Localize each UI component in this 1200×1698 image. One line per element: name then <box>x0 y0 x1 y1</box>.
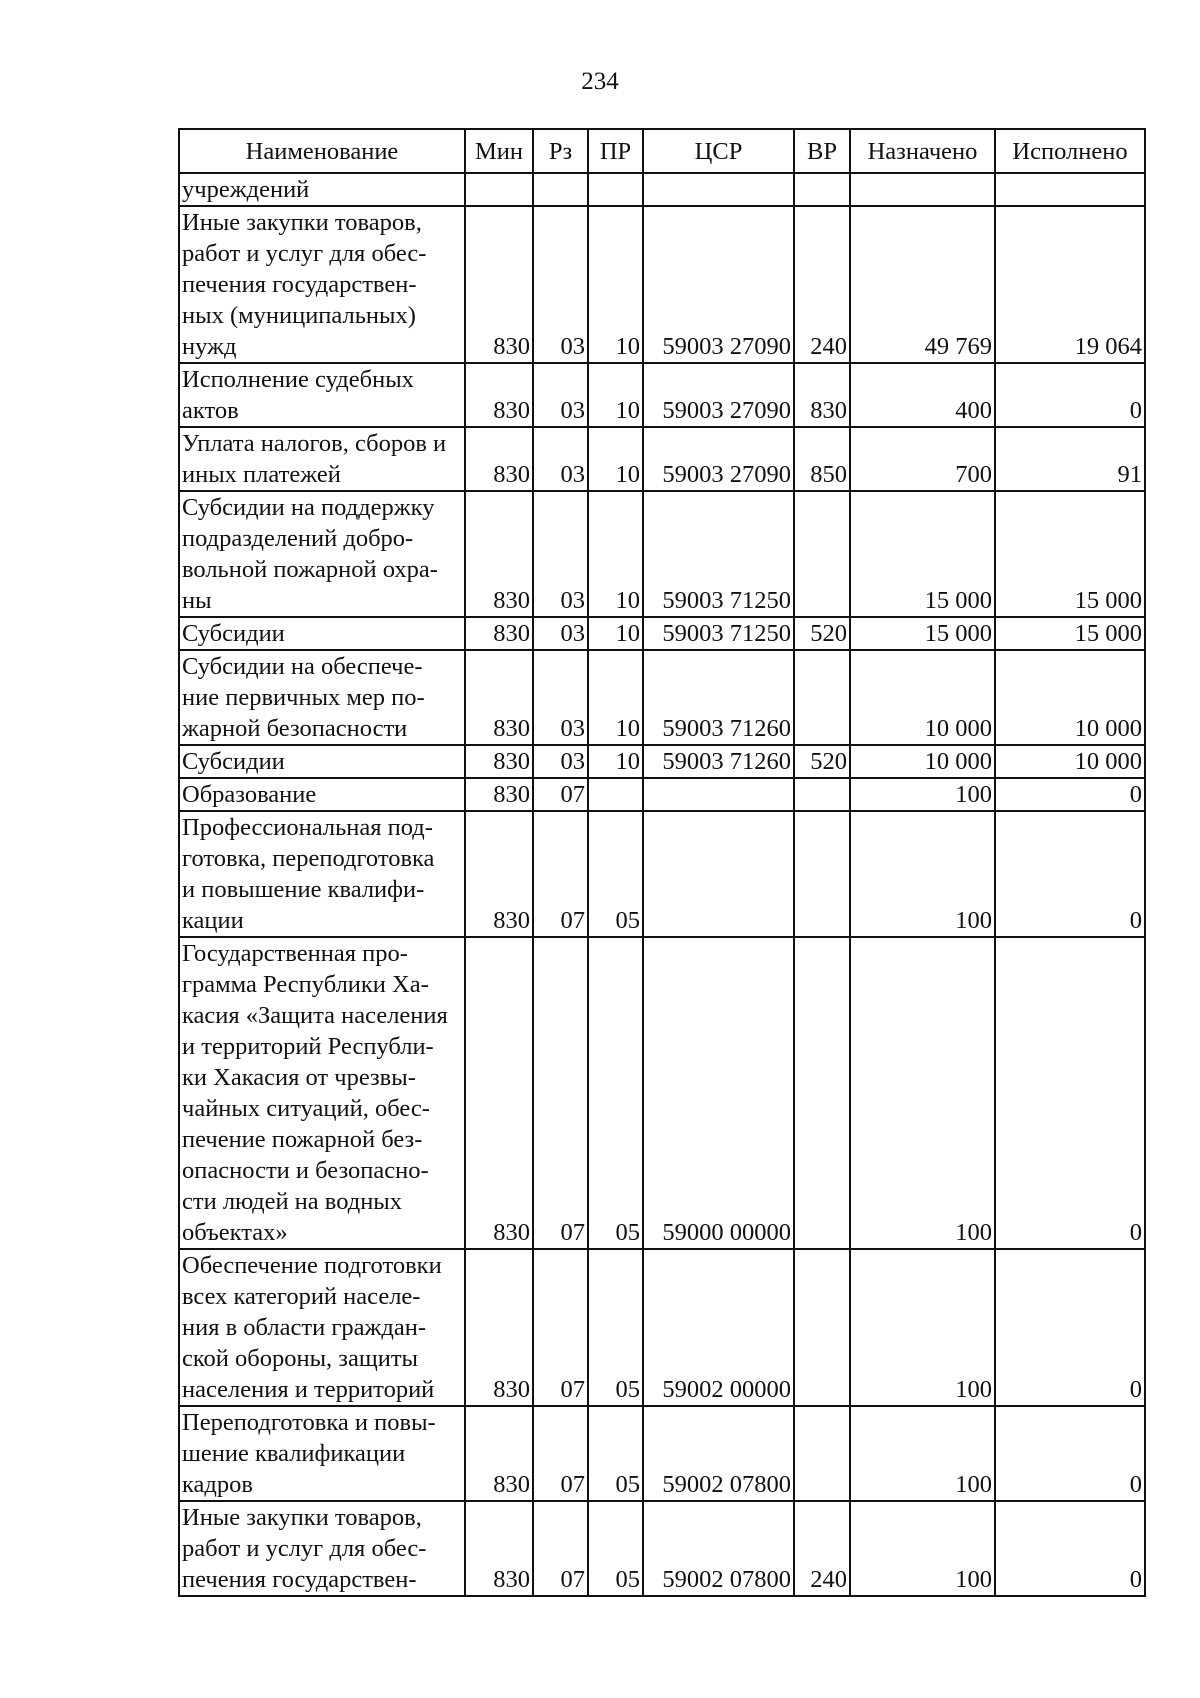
cell-name: Обеспечение подготовки всех категорий населе- ния в области граждан- ской обороны, защиты населения и территорий <box>179 1249 465 1406</box>
cell-assigned <box>850 173 995 206</box>
cell-executed: 10 000 <box>995 745 1145 778</box>
cell-min: 830 <box>465 778 533 811</box>
cell-vr: 240 <box>794 1501 850 1596</box>
cell-name: Профессиональная под- готовка, переподготовка и повышение квалифи- кации <box>179 811 465 937</box>
cell-rz: 03 <box>533 427 588 491</box>
cell-csr: 59002 00000 <box>643 1249 794 1406</box>
cell-csr: 59003 27090 <box>643 363 794 427</box>
budget-table <box>178 128 1146 1597</box>
cell-pr: 10 <box>588 650 643 745</box>
cell-csr <box>643 173 794 206</box>
header-vr: ВР <box>794 129 850 173</box>
cell-pr: 10 <box>588 206 643 363</box>
cell-executed <box>995 173 1145 206</box>
cell-rz: 07 <box>533 937 588 1249</box>
cell-executed: 15 000 <box>995 617 1145 650</box>
cell-csr <box>643 811 794 937</box>
cell-executed: 0 <box>995 1406 1145 1501</box>
header-assigned: Назначено <box>850 129 995 173</box>
cell-assigned: 15 000 <box>850 617 995 650</box>
cell-csr: 59003 27090 <box>643 427 794 491</box>
cell-vr <box>794 811 850 937</box>
cell-executed: 19 064 <box>995 206 1145 363</box>
cell-rz: 03 <box>533 745 588 778</box>
cell-min <box>465 173 533 206</box>
cell-name: учреждений <box>179 173 465 206</box>
cell-vr: 830 <box>794 363 850 427</box>
cell-vr <box>794 937 850 1249</box>
header-name: Наименование <box>179 129 465 173</box>
cell-assigned: 100 <box>850 1249 995 1406</box>
cell-executed: 10 000 <box>995 650 1145 745</box>
cell-vr <box>794 1249 850 1406</box>
cell-csr: 59003 27090 <box>643 206 794 363</box>
cell-pr: 10 <box>588 617 643 650</box>
cell-rz: 03 <box>533 206 588 363</box>
cell-min: 830 <box>465 1406 533 1501</box>
cell-executed: 0 <box>995 1249 1145 1406</box>
cell-name: Субсидии <box>179 745 465 778</box>
cell-assigned: 100 <box>850 937 995 1249</box>
cell-name: Субсидии на обеспече- ние первичных мер по- жарной безопасности <box>179 650 465 745</box>
page-number: 234 <box>581 68 619 95</box>
header-min: Мин <box>465 129 533 173</box>
cell-executed: 0 <box>995 811 1145 937</box>
cell-pr: 05 <box>588 937 643 1249</box>
cell-vr: 520 <box>794 617 850 650</box>
cell-csr: 59002 07800 <box>643 1501 794 1596</box>
table-header-row <box>179 129 1145 173</box>
cell-assigned: 15 000 <box>850 491 995 617</box>
cell-min: 830 <box>465 617 533 650</box>
cell-rz: 03 <box>533 617 588 650</box>
table-row <box>179 427 1145 491</box>
cell-pr <box>588 173 643 206</box>
cell-name: Субсидии на поддержку подразделений добро- вольной пожарной охра- ны <box>179 491 465 617</box>
cell-rz: 07 <box>533 1501 588 1596</box>
cell-csr: 59003 71260 <box>643 745 794 778</box>
cell-rz: 03 <box>533 650 588 745</box>
cell-executed: 91 <box>995 427 1145 491</box>
table-row <box>179 491 1145 617</box>
cell-pr: 10 <box>588 491 643 617</box>
cell-assigned: 700 <box>850 427 995 491</box>
cell-rz: 03 <box>533 363 588 427</box>
cell-csr: 59003 71250 <box>643 491 794 617</box>
cell-csr <box>643 778 794 811</box>
cell-assigned: 100 <box>850 811 995 937</box>
cell-min: 830 <box>465 206 533 363</box>
cell-executed: 0 <box>995 778 1145 811</box>
cell-rz: 07 <box>533 778 588 811</box>
cell-pr: 10 <box>588 427 643 491</box>
cell-vr: 850 <box>794 427 850 491</box>
cell-min: 830 <box>465 650 533 745</box>
cell-executed: 0 <box>995 1501 1145 1596</box>
table-row <box>179 617 1145 650</box>
header-pr: ПР <box>588 129 643 173</box>
cell-csr: 59003 71250 <box>643 617 794 650</box>
cell-assigned: 10 000 <box>850 745 995 778</box>
cell-pr: 05 <box>588 1406 643 1501</box>
cell-rz <box>533 173 588 206</box>
cell-name: Иные закупки товаров, работ и услуг для обес- печения государствен- ных (муниципальных) нужд <box>179 206 465 363</box>
cell-vr <box>794 1406 850 1501</box>
cell-pr: 10 <box>588 745 643 778</box>
cell-min: 830 <box>465 811 533 937</box>
cell-min: 830 <box>465 937 533 1249</box>
table-row <box>179 173 1145 206</box>
cell-vr <box>794 650 850 745</box>
header-executed: Исполнено <box>995 129 1145 173</box>
cell-rz: 03 <box>533 491 588 617</box>
table-row <box>179 811 1145 937</box>
cell-executed: 0 <box>995 937 1145 1249</box>
cell-assigned: 100 <box>850 1406 995 1501</box>
cell-pr: 05 <box>588 1249 643 1406</box>
table-row <box>179 1501 1145 1596</box>
header-csr: ЦСР <box>643 129 794 173</box>
cell-vr <box>794 778 850 811</box>
cell-min: 830 <box>465 1249 533 1406</box>
cell-vr <box>794 173 850 206</box>
cell-executed: 0 <box>995 363 1145 427</box>
cell-pr: 05 <box>588 811 643 937</box>
cell-min: 830 <box>465 491 533 617</box>
cell-pr: 10 <box>588 363 643 427</box>
cell-min: 830 <box>465 427 533 491</box>
table-row <box>179 937 1145 1249</box>
cell-vr: 240 <box>794 206 850 363</box>
cell-rz: 07 <box>533 811 588 937</box>
header-rz: Рз <box>533 129 588 173</box>
cell-csr: 59003 71260 <box>643 650 794 745</box>
table-row <box>179 206 1145 363</box>
table-row <box>179 778 1145 811</box>
cell-pr: 05 <box>588 1501 643 1596</box>
cell-assigned: 100 <box>850 1501 995 1596</box>
cell-assigned: 49 769 <box>850 206 995 363</box>
table-row <box>179 363 1145 427</box>
cell-rz: 07 <box>533 1249 588 1406</box>
cell-rz: 07 <box>533 1406 588 1501</box>
cell-name: Иные закупки товаров, работ и услуг для обес- печения государствен- <box>179 1501 465 1596</box>
cell-name: Субсидии <box>179 617 465 650</box>
cell-assigned: 100 <box>850 778 995 811</box>
table-row <box>179 650 1145 745</box>
cell-name: Исполнение судебных актов <box>179 363 465 427</box>
cell-name: Государственная про- грамма Республики Ха- касия «Защита населения и территорий Республи- ки Хакасия от чрезвы- чайных ситуаций, обес- печение пожарной без- опасности и безопасно- сти людей на водных объектах» <box>179 937 465 1249</box>
cell-assigned: 10 000 <box>850 650 995 745</box>
cell-name: Переподготовка и повы- шение квалификации кадров <box>179 1406 465 1501</box>
cell-executed: 15 000 <box>995 491 1145 617</box>
cell-csr: 59000 00000 <box>643 937 794 1249</box>
cell-vr <box>794 491 850 617</box>
table-row <box>179 1406 1145 1501</box>
cell-min: 830 <box>465 745 533 778</box>
cell-min: 830 <box>465 1501 533 1596</box>
cell-min: 830 <box>465 363 533 427</box>
table-row <box>179 745 1145 778</box>
cell-csr: 59002 07800 <box>643 1406 794 1501</box>
cell-name: Уплата налогов, сборов и иных платежей <box>179 427 465 491</box>
cell-vr: 520 <box>794 745 850 778</box>
cell-pr <box>588 778 643 811</box>
table-row <box>179 1249 1145 1406</box>
cell-name: Образование <box>179 778 465 811</box>
cell-assigned: 400 <box>850 363 995 427</box>
